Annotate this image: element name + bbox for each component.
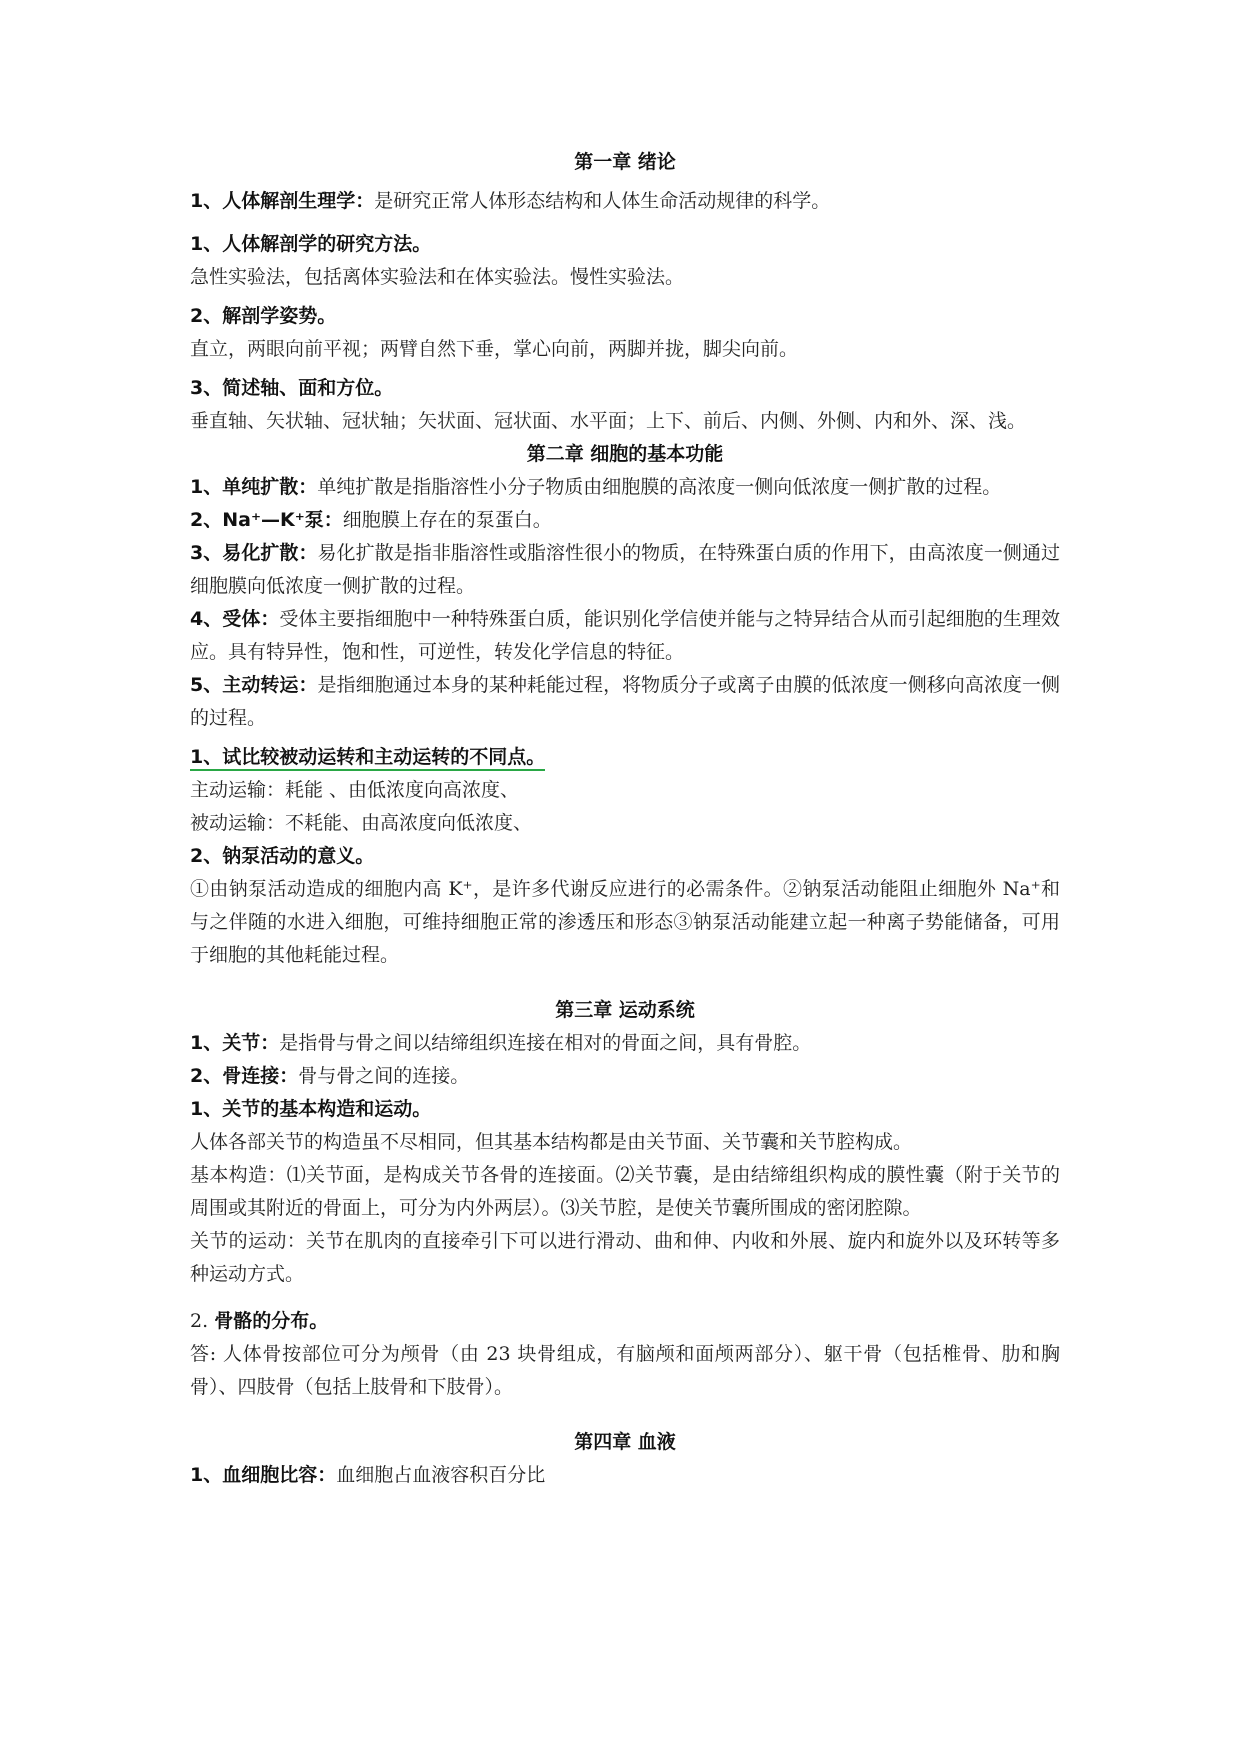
ch3-definition-1-text: 是指骨与骨之间以结缔组织连接在相对的骨面之间，具有骨腔。 (279, 1032, 812, 1054)
ch3-answer-2: 答: 人体骨按部位可分为颅骨（由 23 块骨组成，有脑颅和面颅两部分）、躯干骨（包括椎骨、肋和胸骨）、四肢骨（包括上肢骨和下肢骨）。 (190, 1343, 1060, 1398)
ch3-question-2 (190, 1305, 1060, 1338)
ch1-answer-1: 急性实验法，包括离体实验法和在体实验法。慢性实验法。 (190, 266, 685, 288)
ch3-definition-1 (190, 1027, 1060, 1060)
section-spacer (190, 1404, 1060, 1426)
ch2-definition-3-text: 易化扩散是指非脂溶性或脂溶性很小的物质，在特殊蛋白质的作用下，由高浓度一侧通过细胞膜向低浓度一侧扩散的过程。 (190, 542, 1060, 597)
ch2-definition-3 (190, 537, 1060, 603)
ch4-definition-1-text: 血细胞占血液容积百分比 (336, 1464, 546, 1486)
ch2-definition-2-term: 2、Na⁺—K⁺泵： (190, 509, 343, 531)
ch1-question-2: 2、解剖学姿势。 (190, 305, 337, 327)
ch3-definition-2 (190, 1060, 1060, 1093)
section-spacer (190, 972, 1060, 994)
ch2-definition-1 (190, 471, 1060, 504)
ch1-answer-3: 垂直轴、矢状轴、冠状轴；矢状面、冠状面、水平面；上下、前后、内侧、外侧、内和外、深、浅。 (190, 410, 1027, 432)
ch2-definition-2 (190, 504, 1060, 537)
section-spacer (190, 1291, 1060, 1305)
ch2-definition-4-text: 受体主要指细胞中一种特殊蛋白质，能识别化学信使并能与之特异结合从而引起细胞的生理效应。具有特异性，饱和性，可逆性，转发化学信息的特征。 (190, 608, 1060, 663)
ch2-definition-4 (190, 603, 1060, 669)
ch1-definition-1-text: 是研究正常人体形态结构和人体生命活动规律的科学。 (374, 190, 831, 212)
ch2-definition-1-term: 1、单纯扩散： (190, 476, 318, 498)
ch1-question-3: 3、简述轴、面和方位。 (190, 377, 394, 399)
ch2-answer-1-line-2: 被动运输：不耗能、由高浓度向低浓度、 (190, 812, 533, 834)
document-body (190, 146, 1060, 1492)
chapter-3-title: 第三章 运动系统 (555, 999, 695, 1021)
ch4-definition-1 (190, 1459, 1060, 1492)
ch3-answer-1-para-1: 人体各部关节的构造虽不尽相同，但其基本结构都是由关节面、关节囊和关节腔构成。 (190, 1131, 913, 1153)
ch2-definition-3-term: 3、易化扩散： (190, 542, 318, 564)
ch1-definition-1-term: 1、人体解剖生理学： (190, 190, 375, 212)
ch3-definition-2-term: 2、骨连接： (190, 1065, 299, 1087)
ch3-question-2-number: 2. (190, 1310, 209, 1332)
ch2-definition-5-term: 5、主动转运： (190, 674, 318, 696)
ch2-answer-2: ①由钠泵活动造成的细胞内高 K⁺，是许多代谢反应进行的必需条件。②钠泵活动能阻止细胞外 Na⁺和与之伴随的水进入细胞，可维持细胞正常的渗透压和形态③钠泵活动能建立起一种离子势能储备，可用于细胞的其他耗能过程。 (190, 878, 1060, 966)
ch2-definition-5-text: 是指细胞通过本身的某种耗能过程，将物质分子或离子由膜的低浓度一侧移向高浓度一侧的过程。 (190, 674, 1060, 729)
ch4-definition-1-term: 1、血细胞比容： (190, 1464, 337, 1486)
chapter-2-title: 第二章 细胞的基本功能 (526, 443, 724, 465)
ch2-answer-1-line-1: 主动运输：耗能 、由低浓度向高浓度、 (190, 779, 520, 801)
ch1-question-1: 1、人体解剖学的研究方法。 (190, 233, 432, 255)
ch3-definition-1-term: 1、关节： (190, 1032, 280, 1054)
ch2-definition-4-term: 4、受体： (190, 608, 280, 630)
chapter-4-title: 第四章 血液 (574, 1431, 676, 1453)
ch2-definition-1-text: 单纯扩散是指脂溶性小分子物质由细胞膜的高浓度一侧向低浓度一侧扩散的过程。 (317, 476, 1002, 498)
chapter-1-title: 第一章 绪论 (574, 151, 676, 173)
ch1-answer-2: 直立，两眼向前平视；两臂自然下垂，掌心向前，两脚并拢，脚尖向前。 (190, 338, 799, 360)
ch3-answer-1-para-3: 关节的运动：关节在肌肉的直接牵引下可以进行滑动、曲和伸、内收和外展、旋内和旋外以及环转等多种运动方式。 (190, 1230, 1060, 1285)
ch1-definition-1 (190, 185, 1060, 218)
ch3-question-1: 1、关节的基本构造和运动。 (190, 1098, 432, 1120)
ch3-answer-1-para-2: 基本构造：⑴关节面，是构成关节各骨的连接面。⑵关节囊，是由结缔组织构成的膜性囊（附于关节的周围或其附近的骨面上，可分为内外两层）。⑶关节腔，是使关节囊所围成的密闭腔隙。 (190, 1164, 1060, 1219)
ch2-question-2: 2、钠泵活动的意义。 (190, 845, 375, 867)
ch2-question-1-text: 1、试比较被动运转和主动运转的不同点。 (190, 746, 545, 771)
ch2-definition-2-text: 细胞膜上存在的泵蛋白。 (342, 509, 552, 531)
ch2-definition-5 (190, 669, 1060, 735)
ch3-definition-2-text: 骨与骨之间的连接。 (298, 1065, 470, 1087)
ch3-question-2-text: 骨骼的分布。 (214, 1310, 329, 1332)
ch2-question-1 (190, 741, 1060, 774)
